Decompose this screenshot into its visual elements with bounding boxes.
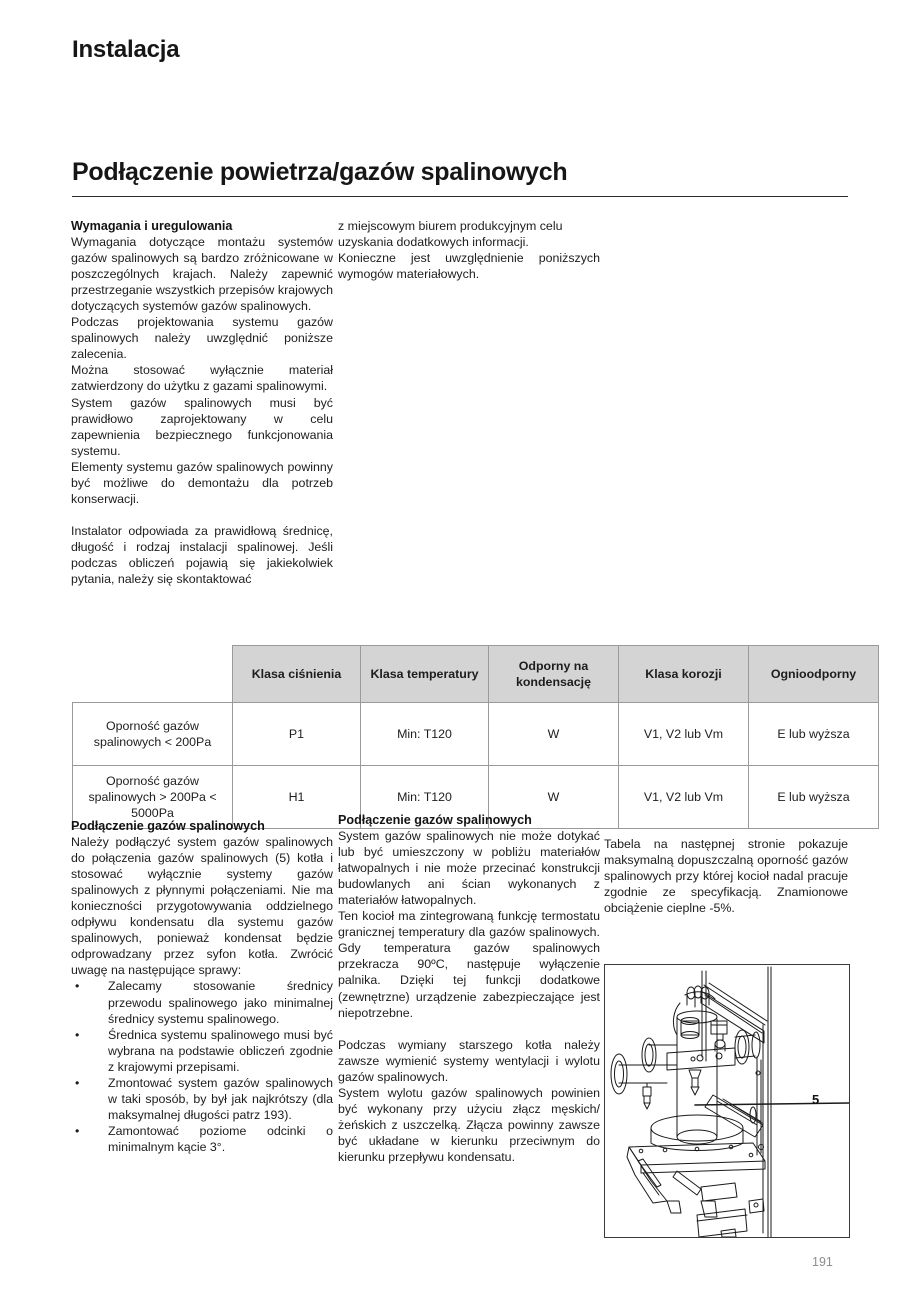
cell-condensation-resistant: W (489, 766, 619, 829)
table-header-pressure-class: Klasa ciśnienia (233, 646, 361, 703)
intro-middle-paragraph-2: Konieczne jest uwzględnienie poniższych wymogów materiałowych. (338, 251, 600, 282)
row-label: Oporność gazów spalinowych < 200Pa (73, 703, 233, 766)
bullet-icon: • (75, 979, 80, 994)
cell-corrosion-class: V1, V2 lub Vm (619, 703, 749, 766)
cell-fire-resistant: E lub wyższa (749, 703, 879, 766)
page-number: 191 (812, 1255, 833, 1269)
intro-left-paragraph-2: Podczas projektowania systemu gazów spalinowych należy uwzględnić poniższe zalecenia. (71, 315, 333, 362)
list-item-text: Zamontować poziome odcinki o minimalnym kącie 3°. (108, 1123, 333, 1154)
paragraph-spacer (338, 1021, 600, 1037)
table-header-corrosion-class: Klasa korozji (619, 646, 749, 703)
cell-temperature-class: Min: T120 (361, 703, 489, 766)
cell-pressure-class: H1 (233, 766, 361, 829)
cell-condensation-resistant: W (489, 703, 619, 766)
row-label: Oporność gazów spalinowych > 200Pa < 5000Pa (73, 766, 233, 829)
cell-temperature-class: Min: T120 (361, 766, 489, 829)
table-row (73, 703, 879, 766)
page-title: Podłączenie powietrza/gazów spalinowych (72, 158, 568, 186)
bullet-icon: • (75, 1123, 80, 1138)
list-item-text: Zalecamy stosowanie średnicy przewodu spalinowego jako minimalnej średnicy systemu spalinowego. (108, 979, 333, 1026)
list-item (71, 1027, 333, 1075)
list-item (71, 1123, 333, 1155)
intro-left-paragraph-5: Elementy systemu gazów spalinowych powinny być możliwe do demontażu dla potrzeb konserwacji. (71, 459, 333, 506)
table-header-temperature-class: Klasa temperatury (361, 646, 489, 703)
chapter-title: Instalacja (72, 36, 180, 63)
list-item (71, 1075, 333, 1123)
cell-corrosion-class: V1, V2 lub Vm (619, 766, 749, 829)
list-item-text: Średnica systemu spalinowego musi być wybrana na podstawie obliczeń zgodnie z krajowymi przepisami. (108, 1027, 333, 1074)
bullet-icon: • (75, 1075, 80, 1090)
list-item (71, 978, 333, 1026)
body-right-column (604, 836, 848, 916)
body-middle-paragraph-2: Ten kocioł ma zintegrowaną funkcję termostatu granicznej temperatury dla gazów spalinowych. Gdy temperatura gazów spalinowych przekracza 90ºC, następuje wyłączenie palnika. Dzięki tej funkcji dodatkowe (zewnętrzne) urządzenie zabezpieczające jest niepotrzebne. (338, 909, 600, 1020)
figure-callout-5: 5 (812, 1092, 820, 1107)
intro-left-paragraph-1: Wymagania dotyczące montażu systemów gazów spalinowych są bardzo zróżnicowane w poszczególnych krajach. Należy zapewnić przestrzeganie wszystkich przepisów krajowych dotyczących systemów gazów spalinowych. (71, 235, 333, 314)
body-left-heading: Podłączenie gazów spalinowych (71, 819, 265, 833)
body-left-column (71, 818, 333, 1155)
body-left-intro: Należy podłączyć system gazów spalinowych do połączenia gazów spalinowych (5) kotła i stosować wyłącznie systemy gazów spalinowych z płynnymi połączeniami. Nie ma konieczności przygotowywania oddzielnego odpływu kondensatu dla systemu gazów spalinowych, ponieważ kondensat będzie odprowadzany przez syfon kotła. Zwrócić uwagę na następujące sprawy: (71, 835, 333, 978)
table-header-blank (73, 646, 233, 703)
cell-fire-resistant: E lub wyższa (749, 766, 879, 829)
body-middle-paragraph-4: System wylotu gazów spalinowych powinien być wykonany przy użyciu złącz męskich/żeńskich z uszczelką. Złącza powinny zawsze być układane w kierunku przeciwnym do kierunku przepływu kondensatu. (338, 1085, 600, 1164)
paragraph-spacer (71, 507, 333, 523)
title-divider (72, 196, 848, 197)
table-header-row (73, 646, 879, 703)
intro-left-heading: Wymagania i uregulowania (71, 219, 233, 233)
intro-left-paragraph-3: Można stosować wyłącznie materiał zatwierdzony do użytku z gazami spalinowymi. (71, 363, 333, 394)
intro-middle-paragraph-1: z miejscowym biurem produkcyjnym celu uzyskania dodatkowych informacji. (338, 219, 563, 250)
intro-left-paragraph-4: System gazów spalinowych musi być prawidłowo zaprojektowany w celu zapewnienia bezpiecznego funkcjonowania systemu. (71, 395, 333, 458)
body-middle-heading: Podłączenie gazów spalinowych (338, 813, 532, 827)
intro-left-column (71, 218, 333, 587)
body-middle-column (338, 812, 600, 1165)
list-item-text: Zmontować system gazów spalinowych w taki sposób, by był jak najkrótszy (dla maksymalnej długości patrz 193). (108, 1075, 333, 1122)
flue-gas-guidelines-list (71, 978, 333, 1155)
intro-left-paragraph-6: Instalator odpowiada za prawidłową średnicę, długość i rodzaj instalacji spalinowej. Jeśli podczas obliczeń pojawią się jakiekolwiek pytania, należy się skontaktować (71, 523, 333, 586)
cell-pressure-class: P1 (233, 703, 361, 766)
body-middle-paragraph-1: System gazów spalinowych nie może dotykać lub być umieszczony w pobliżu materiałów łatwopalnych i nie może przecinać konstrukcji budowlanych ani ścian wykonanych z materiałów łatwopalnych. (338, 829, 600, 908)
intro-middle-column (338, 218, 600, 282)
flue-gas-spec-table (72, 645, 879, 829)
body-right-paragraph-1: Tabela na następnej stronie pokazuje maksymalną dopuszczalną oporność gazów spalinowych przy której kocioł nadal pracuje zgodnie ze specyfikacją. Znamionowe obciążenie cieplne -5%. (604, 837, 848, 916)
table-header-condensation-resistant: Odporny na kondensację (489, 646, 619, 703)
table-header-fire-resistant: Ognioodporny (749, 646, 879, 703)
bullet-icon: • (75, 1027, 80, 1042)
body-middle-paragraph-3: Podczas wymiany starszego kotła należy zawsze wymienić systemy wentylacji i wylotu gazów spalinowych. (338, 1037, 600, 1084)
